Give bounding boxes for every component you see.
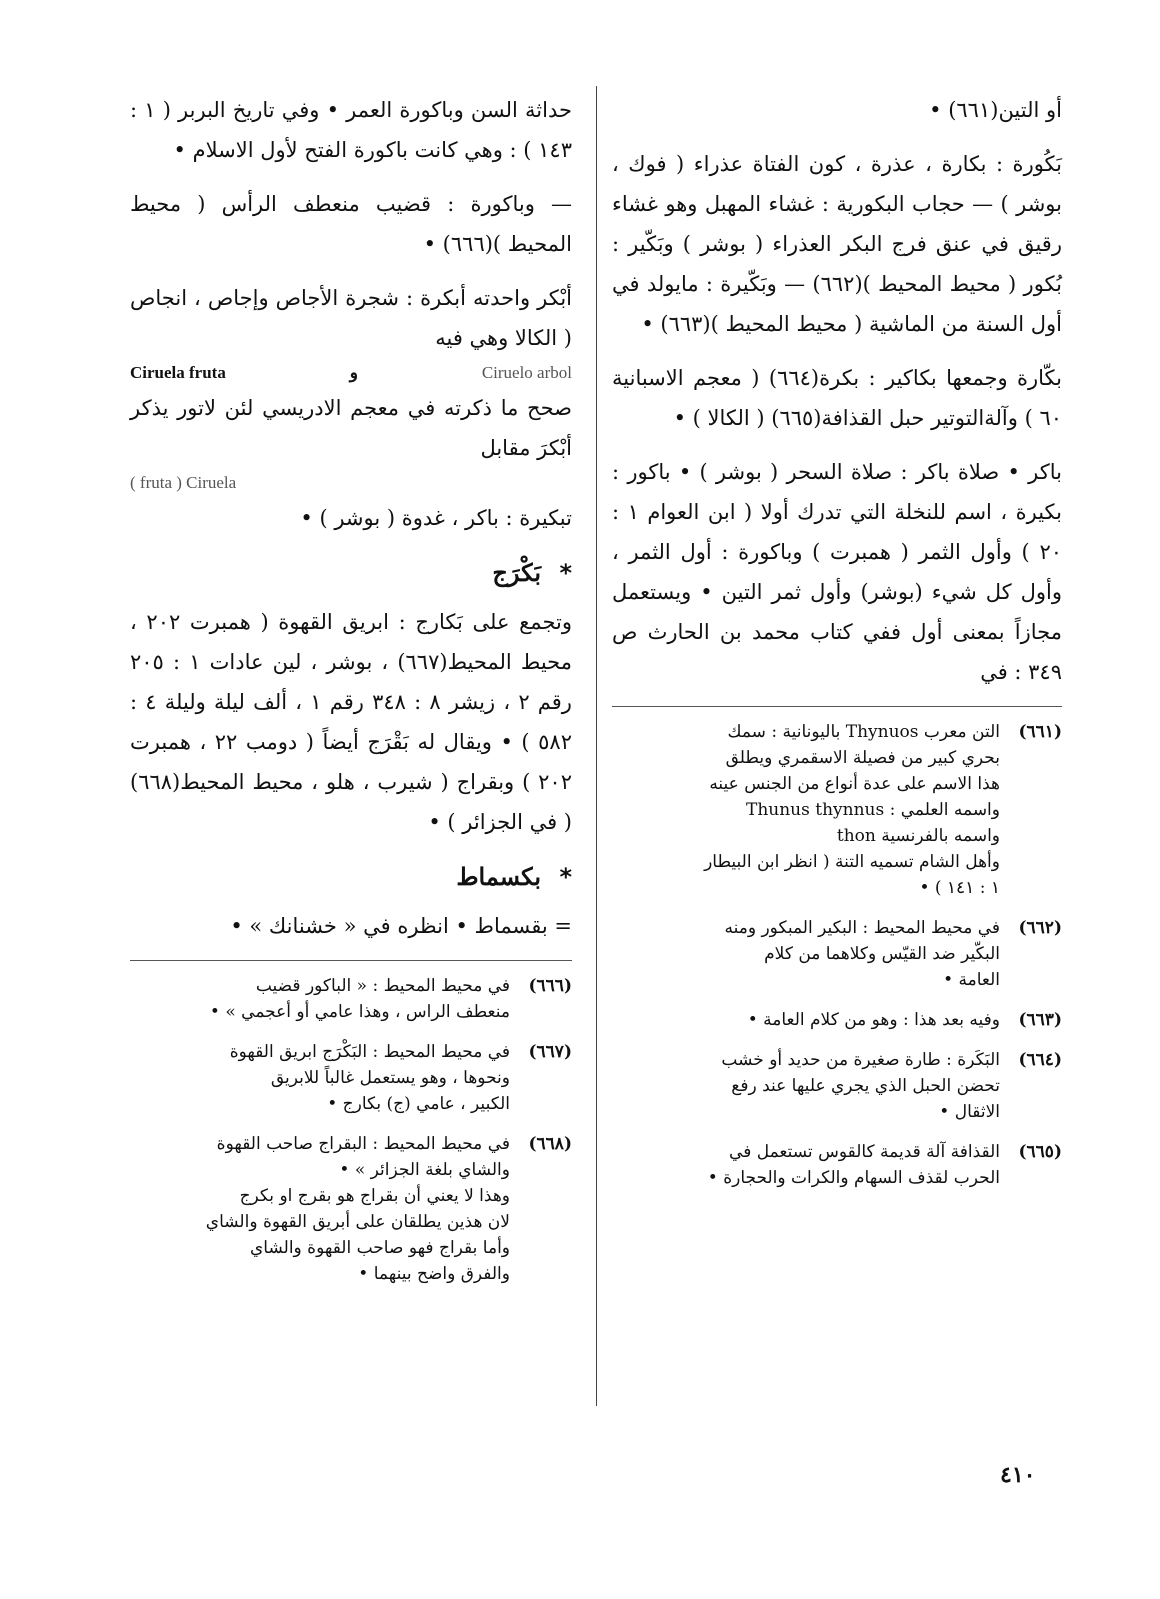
footnote-line: الاثقال • bbox=[939, 1102, 1000, 1122]
footnote-line: الكبير ، عامي (ج) بكارج • bbox=[327, 1094, 510, 1114]
footnote-text bbox=[130, 1039, 510, 1117]
footnote-line: والفرق واضح بينهما • bbox=[358, 1264, 510, 1284]
footnote-line: وأهل الشام تسميه التنة ( انظر ابن البيطار bbox=[704, 852, 1000, 872]
footnote-line: في محيط المحيط : البكير المبكور ومنه bbox=[724, 918, 1000, 938]
left-column bbox=[130, 90, 572, 1301]
footnote-number: (٦٦٣) bbox=[1018, 1010, 1062, 1030]
footnote-line: القذافة آلة قديمة كالقوس تستعمل في bbox=[729, 1142, 1000, 1162]
column-divider bbox=[596, 86, 597, 1406]
footnote bbox=[612, 1007, 1062, 1033]
right-column bbox=[612, 90, 1062, 1205]
latin-gloss-line: ( fruta ) Ciruela bbox=[130, 473, 237, 492]
footnote bbox=[130, 1039, 572, 1117]
footnote-number: (٦٦٨) bbox=[528, 1134, 572, 1154]
entry-paragraph: تبكيرة : باكر ، غدوة ( بوشر ) • bbox=[300, 506, 572, 530]
footnote bbox=[130, 973, 572, 1025]
footnote-number: (٦٦٤) bbox=[1018, 1050, 1062, 1070]
right-footnotes bbox=[612, 719, 1062, 1191]
footnote-line: التن معرب Thynuos باليونانية : سمك bbox=[727, 722, 1000, 742]
footnote-line: تحضن الحبل الذي يجري عليها عند رفع bbox=[731, 1076, 1000, 1096]
footnote-line: وأما بقراج فهو صاحب القهوة والشاي bbox=[250, 1238, 510, 1258]
headword bbox=[130, 552, 572, 594]
latin-gloss-conjunction: و bbox=[349, 363, 358, 383]
footnote-line: ونحوها ، وهو يستعمل غالباً للابريق bbox=[270, 1068, 510, 1088]
footnote-text bbox=[612, 1139, 1000, 1191]
entry-paragraph: باكر • صلاة باكر : صلاة السحر ( بوشر ) • باكور : بكيرة ، اسم للنخلة التي تدرك أولا ( ابن العوام ١ : ٢٠ ) وأول الثمر ( همبرت ) وباكورة : أول الثمر ، وأول كل شيء (بوشر) وأول ثمر التين • ويستعمل مجازاً بمعنى أول ففي كتاب محمد بن الحارث ص ٣٤٩ : في bbox=[612, 460, 1062, 684]
footnote-line: في محيط المحيط : البقراج صاحب القهوة bbox=[216, 1134, 510, 1154]
footnote-line: منعطف الراس ، وهذا عامي أو أعجمي » • bbox=[209, 1002, 510, 1022]
headword-star: * bbox=[559, 559, 572, 587]
footnote-line: واسمه بالفرنسية thon bbox=[836, 826, 1000, 846]
footnote-number: (٦٦١) bbox=[1018, 722, 1062, 742]
footnote bbox=[130, 1131, 572, 1287]
entry-paragraph: أو التين(٦٦١) • bbox=[929, 98, 1062, 122]
footnote-line: والشاي بلغة الجزائر » • bbox=[339, 1160, 510, 1180]
footnote-text bbox=[130, 1131, 510, 1287]
page-number: ٤١٠ bbox=[1000, 1462, 1036, 1488]
footnote-line: في محيط المحيط : البَكْرَج ابريق القهوة bbox=[229, 1042, 510, 1062]
footnote-line: في محيط المحيط : « الباكور قضيب bbox=[255, 976, 510, 996]
latin-gloss-fruit: Ciruela fruta bbox=[130, 363, 226, 382]
footnote-line: وهذا لا يعني أن بقراج هو بقرج او بكرج bbox=[239, 1186, 510, 1206]
footnote-text bbox=[130, 973, 510, 1025]
footnote bbox=[612, 1047, 1062, 1125]
footnote-line: هذا الاسم على عدة أنواع من الجنس عينه bbox=[709, 774, 1000, 794]
footnote-line: العامة • bbox=[943, 970, 1000, 990]
headword-star: * bbox=[559, 863, 572, 891]
headword bbox=[130, 856, 572, 898]
footnote bbox=[612, 915, 1062, 993]
footnote-line: وفيه بعد هذا : وهو من كلام العامة • bbox=[747, 1010, 1000, 1030]
entry-paragraph: بَكُورة : بكارة ، عذرة ، كون الفتاة عذراء ( فوك ، بوشر ) — حجاب البكورية : غشاء المهبل وهو غشاء رقيق في عنق فرج البكر العذراء ( بوشر ) وبَكّير : بُكور ( محيط المحيط )(٦٦٢) — وبَكّيرة : مايولد في أول السنة من الماشية ( محيط المحيط )(٦٦٣) • bbox=[612, 152, 1062, 336]
footnote-text bbox=[612, 915, 1000, 993]
footnote-line: البَكَرة : طارة صغيرة من حديد أو خشب bbox=[721, 1050, 1000, 1070]
entry-paragraph: — وباكورة : قضيب منعطف الرأس ( محيط المحيط )(٦٦٦) • bbox=[130, 192, 572, 256]
footnote-line: الحرب لقذف السهام والكرات والحجارة • bbox=[707, 1168, 1000, 1188]
footnote-line: بحري كبير من فصيلة الاسقمري ويطلق bbox=[725, 748, 1000, 768]
entry-paragraph: أبْكر واحدته أبكرة : شجرة الأجاص وإجاص ، انجاص ( الكالا وهي فيه bbox=[130, 286, 572, 350]
footnote-line: لان هذين يطلقان على أبريق القهوة والشاي bbox=[205, 1212, 510, 1232]
footnote-line: ١ : ١٤١ ) • bbox=[919, 878, 1000, 898]
footnote-text bbox=[612, 1007, 1000, 1033]
footnote-number: (٦٦٢) bbox=[1018, 918, 1062, 938]
footnote-line: البكّير ضد القيّس وكلاهما من كلام bbox=[764, 944, 1000, 964]
entry-paragraph: حداثة السن وباكورة العمر • وفي تاريخ البربر ( ١ : ١٤٣ ) : وهي كانت باكورة الفتح لأول الاسلام • bbox=[130, 98, 572, 162]
left-footnotes bbox=[130, 973, 572, 1287]
headword-text: بَكْرَج bbox=[492, 558, 542, 587]
footnote-number: (٦٦٥) bbox=[1018, 1142, 1062, 1162]
entry-paragraph: وتجمع على بَكارج : ابريق القهوة ( همبرت ٢٠٢ ، محيط المحيط(٦٦٧) ، بوشر ، لين عادات ١ : ٢٠٥ رقم ٢ ، زيشر ٨ : ٣٤٨ رقم ١ ، ألف ليلة وليلة ٤ : ٥٨٢ ) • ويقال له بَقْرَج أيضاً ( دومب ٢٢ ، همبرت ٢٠٢ ) وبقراج ( شيرب ، هلو ، محيط المحيط(٦٦٨) ( في الجزائر ) • bbox=[130, 610, 572, 834]
footnote bbox=[612, 719, 1062, 901]
footnote-line: واسمه العلمي : Thunus thynnus bbox=[745, 800, 1000, 820]
footnote-divider bbox=[130, 960, 572, 961]
footnote-divider bbox=[612, 706, 1062, 707]
footnote-text bbox=[612, 719, 1000, 901]
entry-paragraph: = بقسماط • انظره في « خشنانك » • bbox=[230, 914, 572, 938]
footnote bbox=[612, 1139, 1062, 1191]
right-main-text bbox=[612, 90, 1062, 692]
entry-paragraph: بكّارة وجمعها بكاكير : بكرة(٦٦٤) ( معجم الاسبانية ٦٠ ) وآلةالتوتير حبل القذافة(٦٦٥) ( الكالا ) • bbox=[612, 366, 1062, 430]
footnote-text bbox=[612, 1047, 1000, 1125]
footnote-number: (٦٦٦) bbox=[528, 976, 572, 996]
entry-paragraph: صحح ما ذكرته في معجم الادريسي لئن لاتور يذكر أبْكرَ مقابل bbox=[130, 396, 572, 460]
latin-gloss-tree: Ciruelo arbol bbox=[481, 363, 572, 382]
headword-text: بكسماط bbox=[456, 862, 542, 891]
latin-gloss-line bbox=[130, 358, 572, 388]
footnote-number: (٦٦٧) bbox=[528, 1042, 572, 1062]
left-main-text bbox=[130, 90, 572, 946]
